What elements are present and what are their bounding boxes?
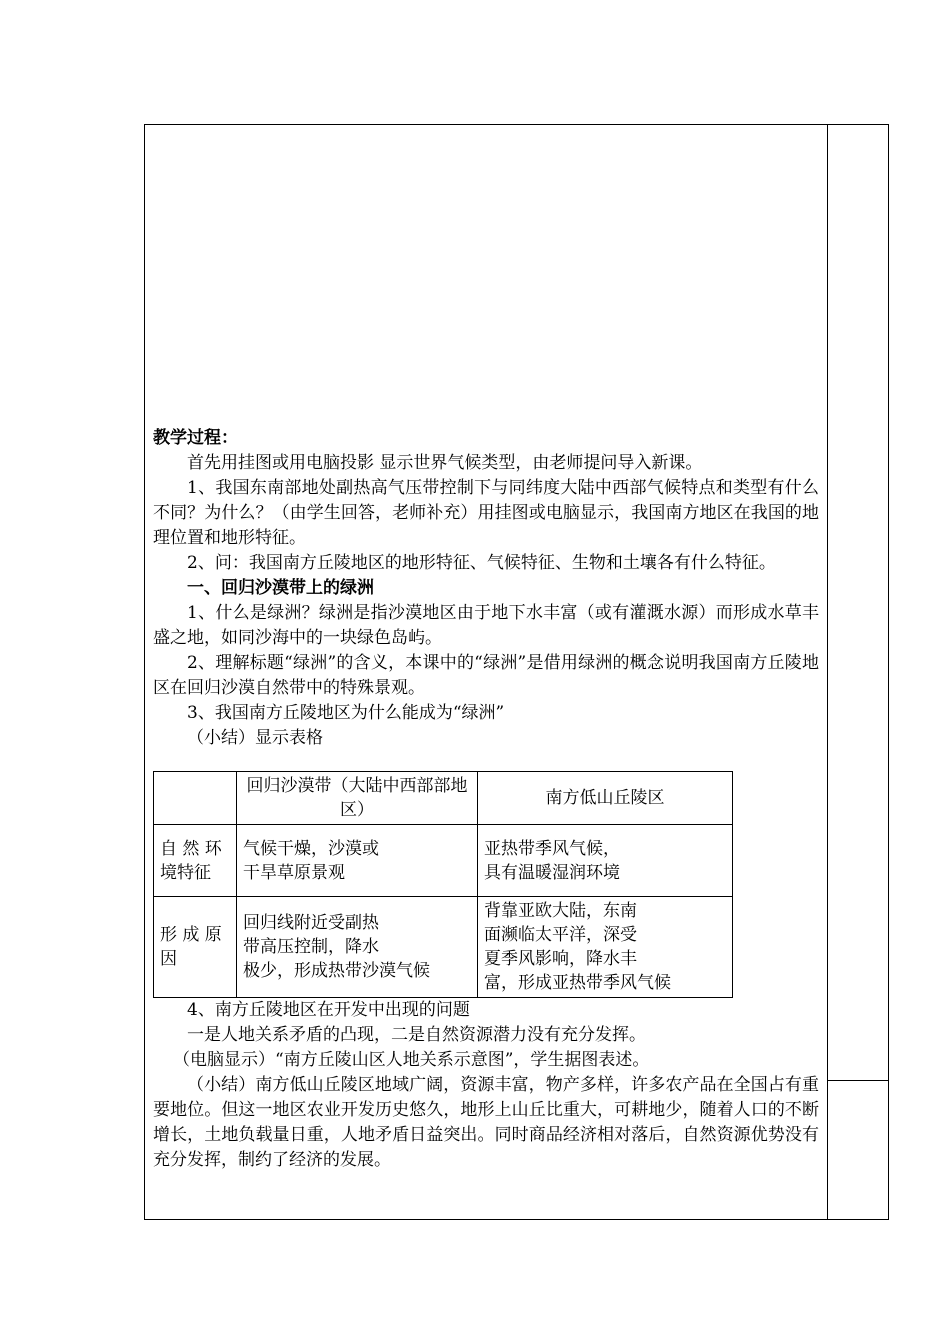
table-cell xyxy=(478,825,733,897)
paragraph-computer-display: （电脑显示）“南方丘陵山区人地关系示意图”，学生据图表述。 xyxy=(173,1050,650,1070)
lesson-content xyxy=(153,426,819,1173)
table-row-label: 自 然 环境特征 xyxy=(154,825,237,897)
subheading-oasis: 一、回归沙漠带上的绿洲 xyxy=(187,578,374,598)
table-cell xyxy=(478,897,733,998)
table-row-label: 形 成 原因 xyxy=(154,897,237,998)
paragraph-summary-table: （小结）显示表格 xyxy=(187,728,323,748)
side-cell-divider xyxy=(827,1080,889,1081)
paragraph-final-summary: （小结）南方低山丘陵区地域广阔，资源丰富，物产多样，许多农产品在全国占有重要地位。但这一地区农业开发历史悠久，地形上山丘比重大，可耕地少，随着人口的不断增长，土地负载量日重，人地矛盾日益突出。同时商品经济相对落后，自然资源优势没有充分发挥，制约了经济的发展。 xyxy=(153,1075,819,1170)
cell-text: 气候干燥，沙漠或 干旱草原景观 xyxy=(243,838,379,883)
paragraph-question-1: 1、我国东南部地处副热高气压带控制下与同纬度大陆中西部气候特点和类型有什么不同？为什么？（由学生回答，老师补充）用挂图或电脑显示，我国南方地区在我国的地理位置和地形特征。 xyxy=(153,478,819,548)
paragraph-problems-detail: 一是人地关系矛盾的凸现，二是自然资源潜力没有充分发挥。 xyxy=(187,1025,646,1045)
paragraph-intro: 首先用挂图或用电脑投影 显示世界气候类型，由老师提问导入新课。 xyxy=(187,453,703,473)
table-cell xyxy=(237,825,478,897)
table-header-row xyxy=(154,772,733,825)
cell-text: 亚热带季风气候， 具有温暖湿润环境 xyxy=(484,838,620,883)
cell-text: 回归线附近受副热 带高压控制，降水 极少，形成热带沙漠气候 xyxy=(243,913,430,981)
paragraph-problems: 4、南方丘陵地区在开发中出现的问题 xyxy=(187,1000,470,1020)
paragraph-oasis-definition: 1、什么是绿洲？绿洲是指沙漠地区由于地下水丰富（或有灌溉水源）而形成水草丰盛之地，如同沙海中的一块绿色岛屿。 xyxy=(153,603,819,648)
column-divider xyxy=(827,124,828,1220)
table-cell xyxy=(237,897,478,998)
section-title: 教学过程： xyxy=(153,428,238,448)
paragraph-oasis-reason: 3、我国南方丘陵地区为什么能成为“绿洲” xyxy=(187,703,505,723)
table-header-cell: 回归沙漠带（大陆中西部部地区） xyxy=(237,772,478,825)
table-row xyxy=(154,825,733,897)
cell-text: 背靠亚欧大陆，东南 面濒临太平洋，深受 夏季风影响，降水丰 富，形成亚热带季风气候 xyxy=(484,901,671,993)
table-header-cell: 南方低山丘陵区 xyxy=(478,772,733,825)
table-row xyxy=(154,897,733,998)
comparison-table xyxy=(153,771,733,998)
paragraph-oasis-meaning: 2、理解标题“绿洲”的含义，本课中的“绿洲”是借用绿洲的概念说明我国南方丘陵地区在回归沙漠自然带中的特殊景观。 xyxy=(153,653,819,698)
table-header-cell xyxy=(154,772,237,825)
paragraph-question-2: 2、问：我国南方丘陵地区的地形特征、气候特征、生物和土壤各有什么特征。 xyxy=(187,553,776,573)
